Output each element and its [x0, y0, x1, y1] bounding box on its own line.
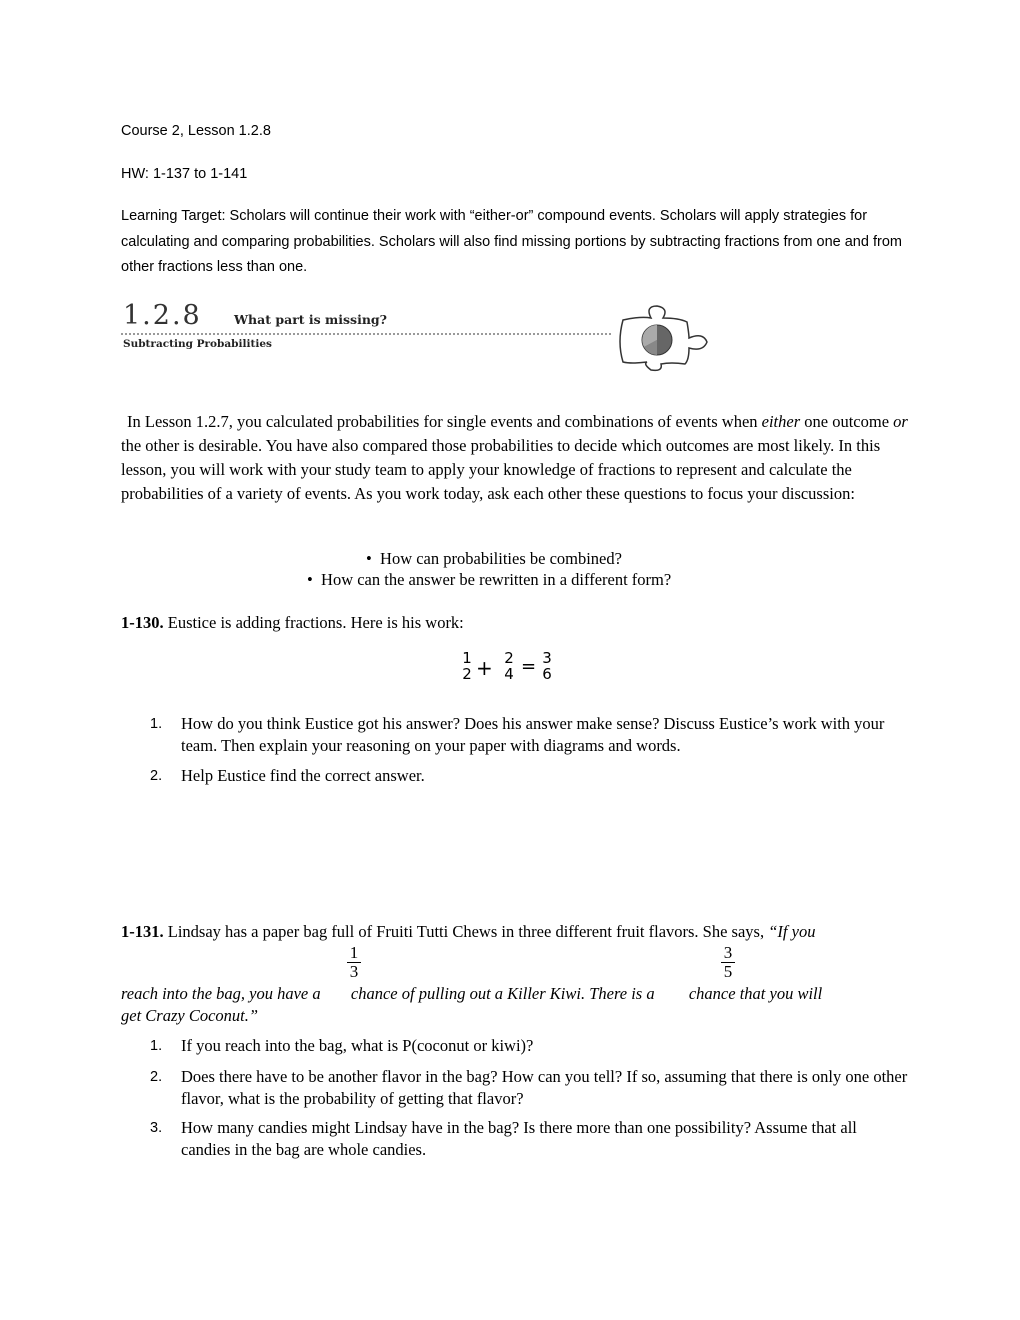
question-bullet: • How can probabilities be combined?: [366, 549, 622, 568]
intro-text: the other is desirable. You have also compared those probabilities to decide which outcomes are most likely. In this lesson, you will work with your study team to apply your knowledge of fractions to represent and calculate the probabilities of a variety of events. As you work today, ask each other these questions to focus your discussion:: [121, 436, 881, 503]
item-text: If you reach into the bag, what is P(coconut or kiwi)?: [181, 1036, 534, 1055]
quote-text: chance that you will: [684, 984, 823, 1003]
plus-sign: +: [476, 656, 493, 680]
item-text: How many candies might Lindsay have in the bag? Is there more than one possibility? Assume that all candies in the bag are whole candies.: [181, 1118, 857, 1159]
lesson-banner: [121, 300, 731, 375]
problem-text: Lindsay has a paper bag full of Fruiti Tutti Chews in three different fruit flavors. She says,: [163, 922, 769, 941]
item-text: How do you think Eustice got his answer? Does his answer make sense? Discuss Eustice’s work with your team. Then explain your reasoning on your paper with diagrams and words.: [181, 714, 885, 755]
intro-text: one outcome: [800, 412, 894, 431]
item-number: 2.: [150, 1069, 163, 1085]
quote-line: [121, 984, 822, 1004]
item-number: 1.: [150, 1038, 163, 1054]
fraction-numerator: 3: [723, 943, 733, 962]
quote-line: get Crazy Coconut.”: [121, 1006, 259, 1025]
problem-text: Eustice is adding fractions. Here is his work:: [163, 613, 464, 632]
list-item: [150, 1117, 910, 1161]
learning-target: Learning Target: Scholars will continue their work with “either-or” compound events. Scholars will apply strategies for calculating and comparing probabilities. Scholars will also find missing portions by subtracting fractions from one and from other fractions less than one.: [121, 208, 902, 275]
intro-text: In Lesson 1.2.7, you calculated probabilities for single events and combinations of events when: [127, 412, 762, 431]
item-number: 2.: [150, 768, 163, 784]
homework-line: HW: 1-137 to 1-141: [121, 166, 248, 182]
fraction-one-third: [347, 945, 361, 980]
course-line: Course 2, Lesson 1.2.8: [121, 123, 271, 139]
question-text: How can the answer be rewritten in a different form?: [321, 570, 672, 589]
quote-text: chance of pulling out a Killer Kiwi. There is a: [346, 984, 659, 1003]
fraction-denominator: 3: [349, 962, 359, 981]
intro-emphasis: either: [761, 412, 801, 431]
intro-emphasis: or: [893, 412, 908, 431]
banner-divider: [121, 333, 611, 335]
equals-sign: =: [521, 656, 537, 677]
fraction-numerator: 3: [542, 649, 552, 667]
question-text: How can probabilities be combined?: [380, 549, 622, 568]
puzzle-pie-icon: [611, 302, 726, 372]
fraction-numerator: 1: [462, 649, 472, 667]
problem-label: 1-130.: [121, 613, 164, 632]
question-bullet: • How can the answer be rewritten in a different form?: [307, 570, 672, 589]
quote-text: “If you: [768, 922, 816, 941]
banner-title: What part is missing?: [234, 312, 387, 327]
item-number: 1.: [150, 716, 163, 732]
banner-number: 1.2.8: [123, 300, 202, 331]
problem-1-130-heading: [121, 613, 464, 633]
fraction-denominator: 2: [462, 665, 472, 683]
quote-text: reach into the bag, you have a: [121, 984, 325, 1003]
fraction-denominator: 4: [504, 665, 514, 683]
item-number: 3.: [150, 1120, 163, 1136]
list-item: [150, 765, 910, 787]
item-text: Does there have to be another flavor in the bag? How can you tell? If so, assuming that there is only one other flavor, what is the probability of getting that flavor?: [181, 1067, 908, 1108]
item-text: Help Eustice find the correct answer.: [181, 766, 425, 785]
fraction-denominator: 6: [542, 665, 552, 683]
fraction-numerator: 2: [504, 649, 514, 667]
problem-1-131-heading: [121, 922, 921, 942]
list-item: [150, 1035, 910, 1057]
intro-paragraph: [121, 410, 911, 506]
fraction-numerator: 1: [349, 943, 359, 962]
list-item: [150, 1066, 910, 1110]
banner-subtitle: Subtracting Probabilities: [123, 338, 272, 350]
fraction-denominator: 5: [723, 962, 733, 981]
problem-label: 1-131.: [121, 922, 164, 941]
fraction-three-fifths: [721, 945, 735, 980]
list-item: [150, 713, 910, 757]
